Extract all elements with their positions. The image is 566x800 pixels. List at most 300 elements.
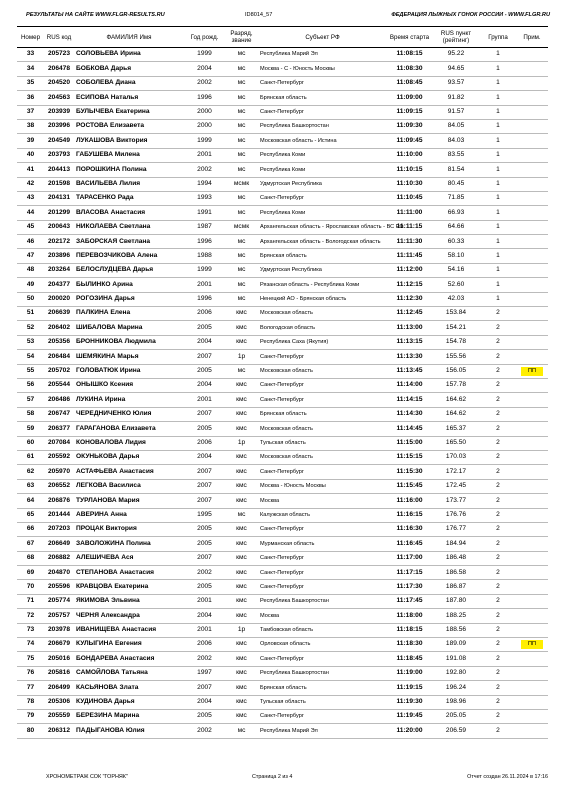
cell-group: 2 — [480, 709, 516, 723]
cell-note — [516, 681, 548, 695]
cell-rank: кмс — [225, 709, 258, 723]
cell-group: 2 — [480, 307, 516, 321]
cell-birth-year: 1997 — [184, 666, 225, 680]
cell-points: 66.93 — [432, 206, 480, 220]
cell-rus-code: 206377 — [44, 422, 74, 436]
table-row — [17, 307, 548, 321]
cell-birth-year: 2004 — [184, 695, 225, 709]
cell-birth-year: 2006 — [184, 638, 225, 652]
cell-group: 1 — [480, 206, 516, 220]
cell-note — [516, 48, 548, 62]
cell-points: 192.80 — [432, 666, 480, 680]
cell-group: 2 — [480, 450, 516, 464]
cell-start-time: 11:10:00 — [387, 148, 432, 162]
cell-points: 196.24 — [432, 681, 480, 695]
cell-athlete-name: КУЛЫГИНА Евгения — [74, 638, 184, 652]
page-header — [20, 12, 550, 22]
cell-note — [516, 594, 548, 608]
cell-region: Ненецкий АО - Брянская область — [258, 292, 387, 306]
col-header-rus-code: RUS код — [44, 27, 74, 48]
cell-rank: кмс — [225, 594, 258, 608]
table-row — [17, 638, 548, 652]
table-row — [17, 566, 548, 580]
cell-group: 1 — [480, 235, 516, 249]
cell-rus-code: 205702 — [44, 364, 74, 378]
cell-number: 68 — [17, 551, 44, 565]
cell-athlete-name: ЛУКИНА Ирина — [74, 393, 184, 407]
cell-points: 83.55 — [432, 148, 480, 162]
cell-athlete-name: ШИБАЛОВА Марина — [74, 321, 184, 335]
cell-athlete-name: ВЛАСОВА Анастасия — [74, 206, 184, 220]
cell-region: Республика Башкортостан — [258, 119, 387, 133]
cell-rus-code: 203996 — [44, 119, 74, 133]
cell-note — [516, 119, 548, 133]
cell-note — [516, 350, 548, 364]
cell-birth-year: 1994 — [184, 177, 225, 191]
cell-rus-code: 206486 — [44, 393, 74, 407]
table-row — [17, 652, 548, 666]
cell-birth-year: 2007 — [184, 465, 225, 479]
cell-athlete-name: БРОННИКОВА Людмила — [74, 335, 184, 349]
cell-birth-year: 2005 — [184, 537, 225, 551]
cell-group: 2 — [480, 537, 516, 551]
cell-rus-code: 205356 — [44, 335, 74, 349]
col-header-rank: Разряд, звание — [225, 27, 258, 48]
cell-start-time: 11:14:00 — [387, 378, 432, 392]
cell-rus-code: 205970 — [44, 465, 74, 479]
cell-region: Московская область - Истина — [258, 134, 387, 148]
cell-region: Москва - С - Юность Москвы — [258, 62, 387, 76]
cell-rus-code: 204870 — [44, 566, 74, 580]
cell-points: 188.25 — [432, 609, 480, 623]
cell-number: 75 — [17, 652, 44, 666]
cell-rus-code: 207203 — [44, 522, 74, 536]
cell-start-time: 11:10:30 — [387, 177, 432, 191]
cell-group: 2 — [480, 609, 516, 623]
cell-athlete-name: ЛУКАШОВА Виктория — [74, 134, 184, 148]
cell-group: 1 — [480, 119, 516, 133]
cell-number: 41 — [17, 163, 44, 177]
cell-group: 1 — [480, 278, 516, 292]
cell-number: 78 — [17, 695, 44, 709]
cell-start-time: 11:14:15 — [387, 393, 432, 407]
cell-rus-code: 205757 — [44, 609, 74, 623]
cell-rus-code: 205723 — [44, 48, 74, 62]
page-footer — [20, 774, 548, 784]
cell-points: 186.48 — [432, 551, 480, 565]
table-row — [17, 235, 548, 249]
cell-note — [516, 695, 548, 709]
cell-rank: мс — [225, 191, 258, 205]
cell-birth-year: 1991 — [184, 206, 225, 220]
cell-rank: мс — [225, 48, 258, 62]
cell-group: 2 — [480, 436, 516, 450]
cell-group: 2 — [480, 335, 516, 349]
cell-region: Тульская область — [258, 695, 387, 709]
cell-rus-code: 203264 — [44, 263, 74, 277]
cell-rus-code: 205592 — [44, 450, 74, 464]
cell-athlete-name: ВАСИЛЬЕВА Лилия — [74, 177, 184, 191]
cell-note — [516, 134, 548, 148]
cell-athlete-name: БОБКОВА Дарья — [74, 62, 184, 76]
table-row — [17, 551, 548, 565]
cell-note — [516, 393, 548, 407]
cell-points: 191.08 — [432, 652, 480, 666]
cell-rus-code: 200020 — [44, 292, 74, 306]
cell-athlete-name: ЛЕГКОВА Василиса — [74, 479, 184, 493]
cell-rus-code: 205816 — [44, 666, 74, 680]
cell-birth-year: 2000 — [184, 119, 225, 133]
cell-start-time: 11:12:00 — [387, 263, 432, 277]
cell-rank: мс — [225, 235, 258, 249]
cell-birth-year: 1996 — [184, 292, 225, 306]
col-header-birth-year: Год рожд. — [184, 27, 225, 48]
footer-timing-provider: ХРОНОМЕТРАЖ СОК "ГОРНЯК" — [46, 774, 128, 780]
cell-birth-year: 2006 — [184, 307, 225, 321]
cell-athlete-name: АЛЕШИЧЕВА Ася — [74, 551, 184, 565]
cell-rus-code: 204131 — [44, 191, 74, 205]
cell-rank: кмс — [225, 422, 258, 436]
cell-region: Республика Марий Эл — [258, 724, 387, 738]
col-header-start-time: Время старта — [387, 27, 432, 48]
cell-group: 2 — [480, 465, 516, 479]
cell-region: Москва — [258, 494, 387, 508]
cell-birth-year: 2007 — [184, 350, 225, 364]
cell-group: 1 — [480, 91, 516, 105]
cell-points: 81.54 — [432, 163, 480, 177]
cell-region: Санкт-Петербург — [258, 105, 387, 119]
cell-athlete-name: ЗАВОЛОЖИНА Полина — [74, 537, 184, 551]
cell-number: 62 — [17, 465, 44, 479]
cell-number: 40 — [17, 148, 44, 162]
table-row — [17, 494, 548, 508]
table-row — [17, 666, 548, 680]
cell-rus-code: 205544 — [44, 378, 74, 392]
cell-number: 80 — [17, 724, 44, 738]
cell-start-time: 11:09:30 — [387, 119, 432, 133]
table-row — [17, 292, 548, 306]
cell-points: 157.78 — [432, 378, 480, 392]
cell-number: 74 — [17, 638, 44, 652]
cell-points: 95.22 — [432, 48, 480, 62]
cell-points: 187.80 — [432, 594, 480, 608]
cell-region: Республика Марий Эл — [258, 48, 387, 62]
table-row — [17, 422, 548, 436]
cell-note — [516, 62, 548, 76]
table-row — [17, 450, 548, 464]
cell-rank: мс — [225, 76, 258, 90]
cell-points: 165.50 — [432, 436, 480, 450]
cell-athlete-name: ТУРЛАНОВА Мария — [74, 494, 184, 508]
cell-note — [516, 76, 548, 90]
cell-number: 76 — [17, 666, 44, 680]
cell-region: Калужская область — [258, 508, 387, 522]
cell-group: 2 — [480, 594, 516, 608]
cell-region: Республика Башкортостан — [258, 594, 387, 608]
table-row — [17, 537, 548, 551]
header-results-site: РЕЗУЛЬТАТЫ НА САЙТЕ WWW.FLGR-RESULTS.RU — [26, 12, 165, 18]
cell-start-time: 11:17:00 — [387, 551, 432, 565]
cell-group: 1 — [480, 48, 516, 62]
cell-note — [516, 177, 548, 191]
cell-birth-year: 2002 — [184, 652, 225, 666]
cell-rus-code: 205774 — [44, 594, 74, 608]
cell-rank: кмс — [225, 450, 258, 464]
cell-athlete-name: КРАВЦОВА Екатерина — [74, 580, 184, 594]
table-row — [17, 220, 548, 234]
cell-number: 48 — [17, 263, 44, 277]
cell-points: 91.57 — [432, 105, 480, 119]
cell-points: 186.87 — [432, 580, 480, 594]
cell-points: 91.82 — [432, 91, 480, 105]
table-row — [17, 681, 548, 695]
table-row — [17, 479, 548, 493]
cell-region: Вологодская область — [258, 321, 387, 335]
table-row — [17, 321, 548, 335]
cell-birth-year: 1999 — [184, 48, 225, 62]
cell-birth-year: 1996 — [184, 235, 225, 249]
cell-rank: кмс — [225, 681, 258, 695]
cell-group: 2 — [480, 580, 516, 594]
cell-rank: мс — [225, 364, 258, 378]
cell-points: 176.76 — [432, 508, 480, 522]
cell-region: Московская область — [258, 364, 387, 378]
table-body — [17, 48, 548, 739]
cell-rank: кмс — [225, 393, 258, 407]
cell-note — [516, 407, 548, 421]
cell-rus-code: 206499 — [44, 681, 74, 695]
cell-birth-year: 2004 — [184, 609, 225, 623]
cell-region: Москва - Юность Москвы — [258, 479, 387, 493]
cell-rank: кмс — [225, 465, 258, 479]
cell-region: Санкт-Петербург — [258, 76, 387, 90]
col-header-note: Прим. — [516, 27, 548, 48]
cell-note — [516, 652, 548, 666]
cell-birth-year: 2005 — [184, 580, 225, 594]
cell-number: 66 — [17, 522, 44, 536]
cell-start-time: 11:09:45 — [387, 134, 432, 148]
cell-rank: кмс — [225, 566, 258, 580]
cell-group: 2 — [480, 393, 516, 407]
cell-note — [516, 551, 548, 565]
cell-region: Санкт-Петербург — [258, 378, 387, 392]
table-row — [17, 609, 548, 623]
cell-number: 45 — [17, 220, 44, 234]
cell-group: 2 — [480, 566, 516, 580]
cell-rank: 1р — [225, 436, 258, 450]
cell-group: 1 — [480, 163, 516, 177]
cell-note — [516, 566, 548, 580]
cell-birth-year: 1996 — [184, 91, 225, 105]
cell-rank: кмс — [225, 652, 258, 666]
cell-note — [516, 335, 548, 349]
cell-birth-year: 2005 — [184, 709, 225, 723]
cell-note — [516, 609, 548, 623]
cell-note — [516, 522, 548, 536]
cell-start-time: 11:19:45 — [387, 709, 432, 723]
cell-points: 172.45 — [432, 479, 480, 493]
cell-points: 84.05 — [432, 119, 480, 133]
cell-athlete-name: ПАЛКИНА Елена — [74, 307, 184, 321]
cell-rank: кмс — [225, 551, 258, 565]
cell-number: 42 — [17, 177, 44, 191]
cell-rus-code: 206882 — [44, 551, 74, 565]
cell-birth-year: 2000 — [184, 105, 225, 119]
cell-start-time: 11:17:45 — [387, 594, 432, 608]
cell-rus-code: 205596 — [44, 580, 74, 594]
cell-group: 2 — [480, 494, 516, 508]
cell-region: Санкт-Петербург — [258, 709, 387, 723]
cell-number: 39 — [17, 134, 44, 148]
cell-rank: мс — [225, 249, 258, 263]
cell-note — [516, 148, 548, 162]
col-header-number: Номер — [17, 27, 44, 48]
cell-group: 2 — [480, 350, 516, 364]
cell-points: 206.59 — [432, 724, 480, 738]
table-row — [17, 695, 548, 709]
table-row — [17, 278, 548, 292]
cell-start-time: 11:15:15 — [387, 450, 432, 464]
cell-number: 37 — [17, 105, 44, 119]
cell-points: 205.05 — [432, 709, 480, 723]
cell-rus-code: 206402 — [44, 321, 74, 335]
cell-athlete-name: БЕЛОСЛУДЦЕВА Дарья — [74, 263, 184, 277]
cell-start-time: 11:15:45 — [387, 479, 432, 493]
cell-region: Санкт-Петербург — [258, 652, 387, 666]
header-federation-site: ФЕДЕРАЦИЯ ЛЫЖНЫХ ГОНОК РОССИИ - WWW.FLGR.RU — [391, 12, 550, 18]
cell-birth-year: 1999 — [184, 134, 225, 148]
table-row — [17, 191, 548, 205]
table-row — [17, 163, 548, 177]
cell-athlete-name: ПАДЫГАНОВА Юлия — [74, 724, 184, 738]
cell-athlete-name: ПЕРЕВОЗЧИКОВА Алена — [74, 249, 184, 263]
cell-region: Санкт-Петербург — [258, 191, 387, 205]
cell-start-time: 11:10:15 — [387, 163, 432, 177]
cell-note — [516, 91, 548, 105]
cell-birth-year: 2005 — [184, 364, 225, 378]
table-row — [17, 335, 548, 349]
cell-rus-code: 203939 — [44, 105, 74, 119]
cell-group: 2 — [480, 652, 516, 666]
table-row — [17, 91, 548, 105]
cell-start-time: 11:12:45 — [387, 307, 432, 321]
cell-points: 80.45 — [432, 177, 480, 191]
table-row — [17, 206, 548, 220]
cell-start-time: 11:16:00 — [387, 494, 432, 508]
cell-note — [516, 278, 548, 292]
cell-points: 173.77 — [432, 494, 480, 508]
cell-rus-code: 201598 — [44, 177, 74, 191]
cell-birth-year: 2004 — [184, 450, 225, 464]
cell-points: 154.21 — [432, 321, 480, 335]
cell-birth-year: 2005 — [184, 422, 225, 436]
cell-note — [516, 206, 548, 220]
cell-group: 1 — [480, 62, 516, 76]
cell-start-time: 11:09:15 — [387, 105, 432, 119]
cell-points: 52.60 — [432, 278, 480, 292]
cell-points: 165.37 — [432, 422, 480, 436]
cell-rus-code: 206552 — [44, 479, 74, 493]
cell-points: 184.94 — [432, 537, 480, 551]
cell-note — [516, 436, 548, 450]
cell-region: Брянская область — [258, 249, 387, 263]
cell-rank: кмс — [225, 335, 258, 349]
cell-athlete-name: ГОЛОВАТЮК Ирина — [74, 364, 184, 378]
cell-athlete-name: ТАРАСЕНКО Рада — [74, 191, 184, 205]
cell-group: 1 — [480, 177, 516, 191]
cell-note — [516, 249, 548, 263]
cell-number: 49 — [17, 278, 44, 292]
cell-group: 2 — [480, 695, 516, 709]
cell-start-time: 11:18:30 — [387, 638, 432, 652]
cell-rus-code: 206876 — [44, 494, 74, 508]
cell-number: 67 — [17, 537, 44, 551]
cell-number: 73 — [17, 623, 44, 637]
cell-region: Санкт-Петербург — [258, 350, 387, 364]
cell-athlete-name: КОНОВАЛОВА Лидия — [74, 436, 184, 450]
cell-note — [516, 364, 548, 378]
cell-region: Архангельская область - Ярославская область - ВС РФ — [258, 220, 387, 234]
cell-athlete-name: САМОЙЛОВА Татьяна — [74, 666, 184, 680]
cell-region: Санкт-Петербург — [258, 551, 387, 565]
cell-group: 1 — [480, 148, 516, 162]
cell-note — [516, 623, 548, 637]
cell-points: 93.57 — [432, 76, 480, 90]
cell-region: Санкт-Петербург — [258, 393, 387, 407]
cell-start-time: 11:20:00 — [387, 724, 432, 738]
col-header-group: Группа — [480, 27, 516, 48]
cell-points: 176.77 — [432, 522, 480, 536]
cell-points: 172.17 — [432, 465, 480, 479]
cell-birth-year: 2001 — [184, 278, 225, 292]
cell-rank: кмс — [225, 307, 258, 321]
cell-start-time: 11:15:00 — [387, 436, 432, 450]
cell-region: Брянская область — [258, 681, 387, 695]
table-row — [17, 148, 548, 162]
cell-rank: мс — [225, 206, 258, 220]
cell-number: 51 — [17, 307, 44, 321]
cell-rank: кмс — [225, 407, 258, 421]
cell-group: 2 — [480, 422, 516, 436]
cell-athlete-name: АВЕРИНА Анна — [74, 508, 184, 522]
cell-group: 1 — [480, 76, 516, 90]
cell-athlete-name: ШЕМЯКИНА Марья — [74, 350, 184, 364]
cell-points: 94.65 — [432, 62, 480, 76]
cell-birth-year: 2004 — [184, 378, 225, 392]
cell-start-time: 11:14:30 — [387, 407, 432, 421]
cell-number: 70 — [17, 580, 44, 594]
cell-rus-code: 205306 — [44, 695, 74, 709]
cell-start-time: 11:11:15 — [387, 220, 432, 234]
cell-rus-code: 204563 — [44, 91, 74, 105]
cell-start-time: 11:13:30 — [387, 350, 432, 364]
cell-start-time: 11:18:00 — [387, 609, 432, 623]
col-header-region: Субъект РФ — [258, 27, 387, 48]
table-row — [17, 105, 548, 119]
cell-birth-year: 1987 — [184, 220, 225, 234]
cell-region: Санкт-Петербург — [258, 465, 387, 479]
cell-rus-code: 207084 — [44, 436, 74, 450]
table-row — [17, 508, 548, 522]
cell-region: Удмуртская Республика — [258, 263, 387, 277]
cell-athlete-name: ПРОЦАК Виктория — [74, 522, 184, 536]
table-row — [17, 465, 548, 479]
cell-group: 1 — [480, 249, 516, 263]
cell-athlete-name: СОЛОВЬЕВА Ирина — [74, 48, 184, 62]
cell-number: 36 — [17, 91, 44, 105]
table-header-row — [17, 27, 548, 48]
cell-start-time: 11:11:45 — [387, 249, 432, 263]
